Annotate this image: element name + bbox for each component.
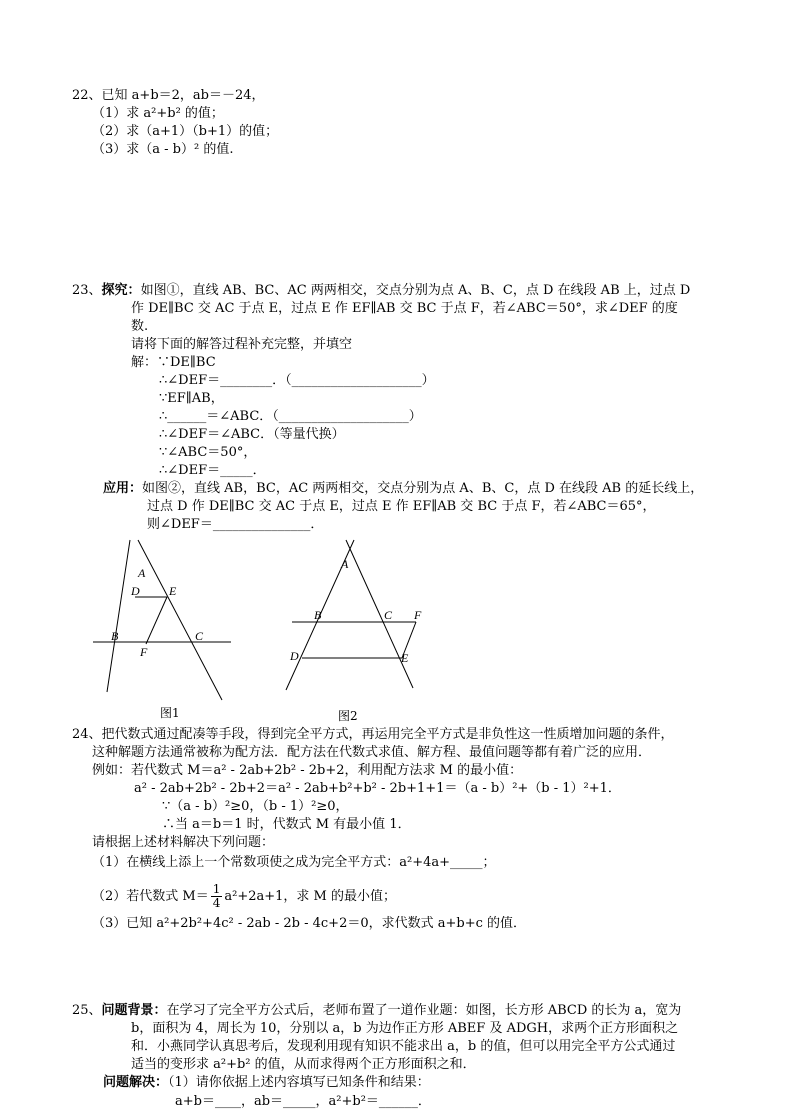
q23-step-6: ∵∠ABC＝50°， bbox=[159, 445, 257, 460]
q24-derivation: a² - 2ab+2b² - 2b+2＝a² - 2ab+b²+b² - 2b+1+1＝（a - b）²+（b - 1）²+1． bbox=[134, 781, 621, 796]
q25-number: 25、 bbox=[72, 1003, 102, 1018]
line-ac bbox=[138, 540, 222, 700]
q23-apply-line-1: 如图②，直线 AB，BC，AC 两两相交，交点分别为点 A、B、C，点 D 在线段 AB 的延长线上， bbox=[142, 481, 704, 496]
q24-part-3: （3）已知 a²+2b²+4c² - 2ab - 2b - 4c+2＝0，求代数式 a+b+c 的值． bbox=[92, 916, 527, 931]
fraction-numerator: 1 bbox=[212, 882, 221, 896]
figure-1-caption: 图1 bbox=[160, 706, 180, 720]
figure-2-caption: 图2 bbox=[338, 709, 358, 723]
q24-part-1: （1）在横线上添上一个常数项使之成为完全平方式：a²+4a+_____； bbox=[92, 855, 496, 870]
figure-1-drawing bbox=[85, 532, 255, 712]
label-b: B bbox=[314, 608, 322, 622]
q23-explore-label: 探究： bbox=[101, 283, 141, 298]
q25-background-label: 问题背景： bbox=[101, 1003, 167, 1018]
q25-line-4: 适当的变形求 a²+b² 的值，从而求得两个正方形面积之和． bbox=[131, 1057, 476, 1072]
q23-apply-label: 应用： bbox=[103, 481, 143, 496]
fraction bbox=[211, 883, 223, 910]
label-f: F bbox=[140, 645, 148, 659]
fraction-denominator: 4 bbox=[212, 896, 221, 910]
q25-solve-label: 问题解决： bbox=[103, 1075, 169, 1090]
segment-ef bbox=[146, 597, 167, 644]
q23-apply-line-3: 则∠DEF＝_______________． bbox=[147, 517, 324, 532]
figure-2 bbox=[280, 532, 440, 702]
label-f: F bbox=[414, 608, 422, 622]
q23-step-3: ∵EF∥AB， bbox=[159, 391, 224, 406]
q23-step-4: ∴______＝∠ABC．（____________________） bbox=[159, 409, 422, 424]
q24-reason: ∵（a - b）²≥0，（b - 1）²≥0， bbox=[162, 799, 349, 814]
q24-part-2 bbox=[92, 883, 396, 910]
q23-apply-line-2: 过点 D 作 DE∥BC 交 AC 于点 E，过点 E 作 EF∥AB 交 BC 于点 F，若∠ABC＝65°， bbox=[147, 499, 656, 514]
label-e: E bbox=[401, 651, 409, 665]
q25-line-3: 和．小燕同学认真思考后，发现利用现有知识不能求出 a，b 的值，但可以用完全平方公式通过 bbox=[131, 1039, 676, 1054]
q24-part-2-suffix: a²+2a+1，求 M 的最小值； bbox=[224, 888, 396, 904]
label-a: A bbox=[138, 566, 146, 580]
q24-line-2: 这种解题方法通常被称为配方法．配方法在代数式求值、解方程、最值问题等都有着广泛的应用． bbox=[92, 745, 652, 760]
q22-line-1: 22、已知 a+b＝2，ab＝－24， bbox=[72, 88, 265, 103]
q23-step-1: 解：∵DE∥BC bbox=[131, 355, 216, 370]
q23-line-2: 作 DE∥BC 交 AC 于点 E，过点 E 作 EF∥AB 交 BC 于点 F，若∠ABC＝50°，求∠DEF 的度 bbox=[131, 301, 678, 316]
q25-heading bbox=[72, 1003, 681, 1019]
q22-part-2: （2）求（a+1）（b+1）的值； bbox=[92, 124, 279, 139]
figure-2-drawing bbox=[280, 532, 440, 702]
q24-conclusion: ∴当 a＝b＝1 时，代数式 M 有最小值 1． bbox=[162, 817, 411, 832]
label-d: D bbox=[131, 584, 140, 598]
line-ac bbox=[346, 540, 413, 688]
q22-part-1: （1）求 a²+b² 的值； bbox=[92, 106, 224, 121]
q23-apply bbox=[103, 481, 703, 497]
q25-line-1: 在学习了完全平方公式后，老师布置了一道作业题：如图，长方形 ABCD 的长为 a，宽为 bbox=[166, 1003, 682, 1018]
figure-1 bbox=[85, 532, 255, 712]
line-ab bbox=[107, 540, 130, 692]
q23-line-4: 请将下面的解答过程补充完整，并填空 bbox=[131, 337, 353, 352]
q23-step-7: ∴∠DEF＝_____． bbox=[159, 463, 266, 478]
q25-line-2: b，面积为 4，周长为 10，分别以 a，b 为边作正方形 ABEF 及 ADGH，求两个正方形面积之 bbox=[131, 1021, 679, 1036]
q23-heading bbox=[72, 283, 690, 299]
label-c: C bbox=[384, 608, 393, 622]
q23-line-3: 数. bbox=[131, 319, 149, 334]
label-d: D bbox=[290, 649, 299, 663]
q23-step-5: ∴∠DEF＝∠ABC．（等量代换） bbox=[159, 427, 345, 442]
label-b: B bbox=[111, 629, 119, 643]
q25-line-5: （1）请你依据上述内容填写已知条件和结果： bbox=[168, 1075, 430, 1090]
q25-line-6: a+b＝____，ab＝_____，a²+b²＝______． bbox=[175, 1094, 431, 1109]
q24-example: 例如：若代数式 M＝a² - 2ab+2b² - 2b+2，利用配方法求 M 的最小值： bbox=[92, 763, 523, 778]
label-e: E bbox=[169, 584, 177, 598]
q23-number: 23、 bbox=[72, 283, 102, 298]
label-a: A bbox=[341, 557, 349, 571]
q25-solve bbox=[103, 1075, 430, 1091]
q23-step-2: ∴∠DEF＝________．（____________________） bbox=[159, 373, 435, 388]
q24-instruction: 请根据上述材料解决下列问题： bbox=[92, 835, 275, 850]
q24-part-2-prefix: （2）若代数式 M＝ bbox=[92, 888, 209, 904]
q22-part-3: （3）求（a - b）² 的值. bbox=[92, 142, 234, 157]
label-c: C bbox=[195, 629, 204, 643]
q23-line-1: 如图①，直线 AB、BC、AC 两两相交，交点分别为点 A、B、C，点 D 在线段 AB 上，过点 D bbox=[140, 283, 691, 298]
q24-line-1: 24、把代数式通过配凑等手段，得到完全平方式，再运用完全平方式是非负性这一性质增加问题的条件， bbox=[72, 727, 674, 742]
